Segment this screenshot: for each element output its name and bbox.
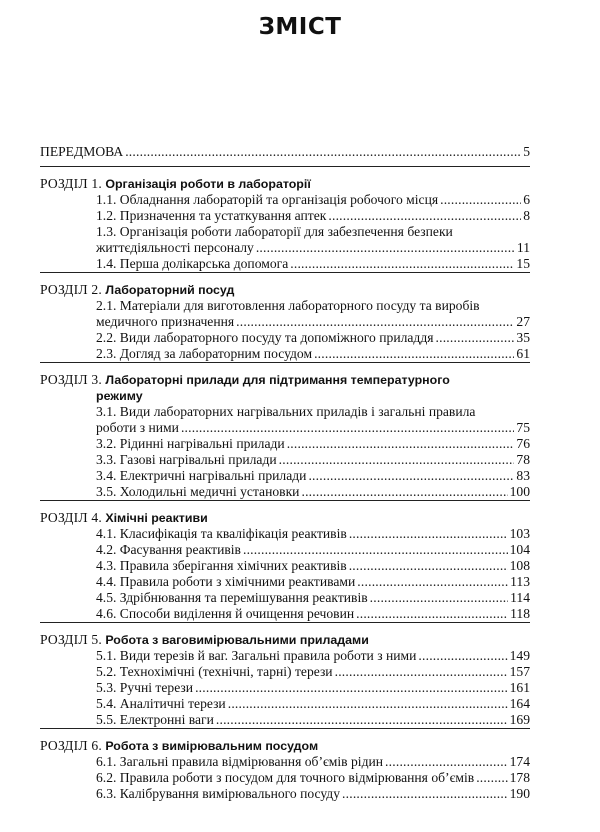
toc-entry-text: 2.3. Догляд за лабораторним посудом: [96, 346, 313, 361]
toc-entry[interactable]: [40, 770, 530, 786]
toc-entry-text: 4.1. Класифікація та кваліфікація реактивів: [96, 526, 347, 541]
toc-section-6: [40, 738, 530, 802]
toc-entry[interactable]: [40, 558, 530, 574]
toc-entry-text: 4.5. Здрібнювання та перемішування реактивів: [96, 590, 368, 605]
toc-entry[interactable]: [40, 712, 530, 728]
section-label: РОЗДІЛ 2.: [40, 282, 102, 297]
toc-entry[interactable]: [40, 664, 530, 680]
toc-entry-text: 4.2. Фасування реактивів: [96, 542, 241, 557]
section-heading[interactable]: [40, 510, 530, 526]
toc-entry[interactable]: [40, 754, 530, 770]
table-of-contents: [40, 144, 530, 802]
toc-entry[interactable]: [40, 436, 530, 452]
toc-entry-text: 5.4. Аналітичні терези: [96, 696, 226, 711]
toc-page-number: 190: [509, 786, 530, 801]
leader-dots: [243, 542, 508, 558]
leader-dots: [228, 696, 508, 712]
toc-page-number: 178: [509, 770, 530, 785]
toc-section-5: [40, 632, 530, 728]
toc-entry[interactable]: [40, 256, 530, 272]
toc-section-3: [40, 372, 530, 500]
leader-dots: [216, 712, 508, 728]
toc-page-number: 61: [516, 346, 530, 361]
toc-entry-text: 5.2. Технохімічні (технічні, тарні) терези: [96, 664, 333, 679]
section-label: РОЗДІЛ 1.: [40, 176, 102, 191]
section-title: Лабораторні прилади для підтримання температурного: [105, 373, 450, 387]
divider: [40, 500, 530, 501]
toc-entry[interactable]: [40, 606, 530, 622]
section-heading[interactable]: [40, 176, 530, 192]
toc-entry-text: 6.2. Правила роботи з посудом для точного відмірювання об’ємів: [96, 770, 475, 785]
leader-dots: [418, 648, 507, 664]
leader-dots: [357, 574, 508, 590]
toc-entry-text: 1.1. Обладнання лабораторій та організація робочого місця: [96, 192, 439, 207]
leader-dots: [335, 664, 508, 680]
leader-dots: [125, 144, 521, 160]
toc-section-2: [40, 282, 530, 362]
leader-dots: [279, 452, 515, 468]
toc-page-number: 76: [516, 436, 530, 451]
leader-dots: [301, 484, 507, 500]
toc-page-number: 100: [509, 484, 530, 499]
toc-entry[interactable]: [40, 484, 530, 500]
toc-section-1: [40, 176, 530, 272]
section-title: Робота з ваговимірювальними приладами: [105, 633, 369, 647]
divider: [40, 166, 530, 167]
toc-entry-text: 6.1. Загальні правила відмірювання об’ємів рідин: [96, 754, 384, 769]
leader-dots: [236, 314, 514, 330]
toc-entry-text: 4.6. Способи виділення й очищення речовин: [96, 606, 355, 621]
toc-entry[interactable]: [40, 420, 530, 436]
leader-dots: [195, 680, 508, 696]
section-heading[interactable]: [40, 372, 530, 388]
toc-page-number: 161: [509, 680, 530, 695]
leader-dots: [314, 346, 514, 362]
toc-entry[interactable]: [40, 590, 530, 606]
toc-entry-text: 5.1. Види терезів й ваг. Загальні правила роботи з ними: [96, 648, 417, 663]
toc-sections: [40, 176, 530, 802]
toc-entry[interactable]: [40, 452, 530, 468]
toc-entry-preface[interactable]: [40, 144, 530, 160]
toc-page-number: 149: [509, 648, 530, 663]
toc-entry[interactable]: [40, 786, 530, 802]
leader-dots: [440, 192, 521, 208]
leader-dots: [287, 436, 515, 452]
toc-page-number: 114: [510, 590, 530, 605]
toc-entry-text: 5.5. Електронні ваги: [96, 712, 214, 727]
toc-entry-text: 1.4. Перша долікарська допомога: [96, 256, 289, 271]
toc-entry-text: 3.2. Рідинні нагрівальні прилади: [96, 436, 285, 451]
toc-page-number: 75: [516, 420, 530, 435]
toc-page-number: 8: [523, 208, 530, 223]
toc-entry-text: 2.2. Види лабораторного посуду та допоміжного приладдя: [96, 330, 434, 345]
toc-entry-text: 1.2. Призначення та устаткування аптек: [96, 208, 327, 223]
toc-page-number: 15: [516, 256, 530, 271]
section-heading[interactable]: [40, 632, 530, 648]
leader-dots: [356, 606, 508, 622]
toc-entry-text: 2.1. Матеріали для виготовлення лабораторного посуду та виробів: [96, 298, 480, 313]
toc-entry[interactable]: [40, 240, 530, 256]
section-heading[interactable]: [40, 738, 530, 754]
toc-entry[interactable]: [40, 574, 530, 590]
section-label: РОЗДІЛ 6.: [40, 738, 102, 753]
toc-entry[interactable]: [40, 680, 530, 696]
toc-entry-text: 5.3. Ручні терези: [96, 680, 194, 695]
toc-page-number: 35: [516, 330, 530, 345]
toc-entry-text-continued: роботи з ними: [96, 420, 179, 435]
page-title: ЗМІСТ: [258, 14, 342, 40]
leader-dots: [476, 770, 507, 786]
divider: [40, 622, 530, 623]
toc-page-number: 27: [516, 314, 530, 329]
toc-entry[interactable]: [40, 542, 530, 558]
toc-page-number: 108: [509, 558, 530, 573]
toc-page-number: 103: [509, 526, 530, 541]
section-title: Хімічні реактиви: [105, 511, 208, 525]
section-label: РОЗДІЛ 3.: [40, 372, 102, 387]
section-title: Робота з вимірювальним посудом: [105, 739, 319, 753]
toc-entry-text: ПЕРЕДМОВА: [40, 144, 124, 159]
toc-entry-text: 4.3. Правила зберігання хімічних реактивів: [96, 558, 347, 573]
toc-page-number: 169: [509, 712, 530, 727]
toc-page-number: 164: [509, 696, 530, 711]
toc-page-number: 104: [509, 542, 530, 557]
toc-page-number: 174: [509, 754, 530, 769]
toc-page-number: 5: [523, 144, 530, 159]
leader-dots: [308, 468, 514, 484]
divider: [40, 728, 530, 729]
toc-entry[interactable]: [40, 314, 530, 330]
toc-entry-text: 3.4. Електричні нагрівальні прилади: [96, 468, 307, 483]
toc-entry-text: 3.3. Газові нагрівальні прилади: [96, 452, 277, 467]
toc-entry[interactable]: [40, 330, 530, 346]
section-title: Організація роботи в лабораторії: [105, 177, 311, 191]
leader-dots: [290, 256, 514, 272]
toc-entry-text: 3.5. Холодильні медичні установки: [96, 484, 300, 499]
leader-dots: [370, 590, 508, 606]
leader-dots: [349, 558, 508, 574]
toc-entry-text-continued: медичного призначення: [96, 314, 235, 329]
divider: [40, 272, 530, 273]
leader-dots: [349, 526, 508, 542]
toc-page-number: 83: [516, 468, 530, 483]
toc-entry[interactable]: [40, 192, 530, 208]
toc-entry[interactable]: [40, 346, 530, 362]
toc-entry-text: 6.3. Калібрування вимірювального посуду: [96, 786, 341, 801]
section-label: РОЗДІЛ 5.: [40, 632, 102, 647]
leader-dots: [342, 786, 508, 802]
divider: [40, 362, 530, 363]
toc-page-number: 11: [516, 240, 530, 255]
toc-entry[interactable]: [40, 468, 530, 484]
toc-page-number: 113: [510, 574, 530, 589]
toc-page-number: 6: [523, 192, 530, 207]
toc-section-4: [40, 510, 530, 622]
section-heading[interactable]: [40, 282, 530, 298]
toc-page-number: 157: [509, 664, 530, 679]
toc-entry[interactable]: [40, 648, 530, 664]
toc-entry-text: 1.3. Організація роботи лабораторії для забезпечення безпеки: [96, 224, 453, 239]
leader-dots: [181, 420, 514, 436]
section-title: Лабораторний посуд: [105, 283, 235, 297]
toc-entry-text-continued: життєдіяльності персоналу: [96, 240, 254, 255]
toc-page-number: 78: [516, 452, 530, 467]
toc-entry[interactable]: [40, 208, 530, 224]
section-title-continued: режиму: [96, 389, 143, 403]
leader-dots: [328, 208, 521, 224]
leader-dots: [385, 754, 508, 770]
toc-entry[interactable]: [40, 696, 530, 712]
leader-dots: [256, 240, 515, 256]
toc-entry[interactable]: [40, 526, 530, 542]
toc-page-number: 118: [510, 606, 530, 621]
toc-entry-text: 3.1. Види лабораторних нагрівальних приладів і загальні правила: [96, 404, 476, 419]
section-label: РОЗДІЛ 4.: [40, 510, 102, 525]
leader-dots: [436, 330, 515, 346]
toc-entry-text: 4.4. Правила роботи з хімічними реактивами: [96, 574, 356, 589]
